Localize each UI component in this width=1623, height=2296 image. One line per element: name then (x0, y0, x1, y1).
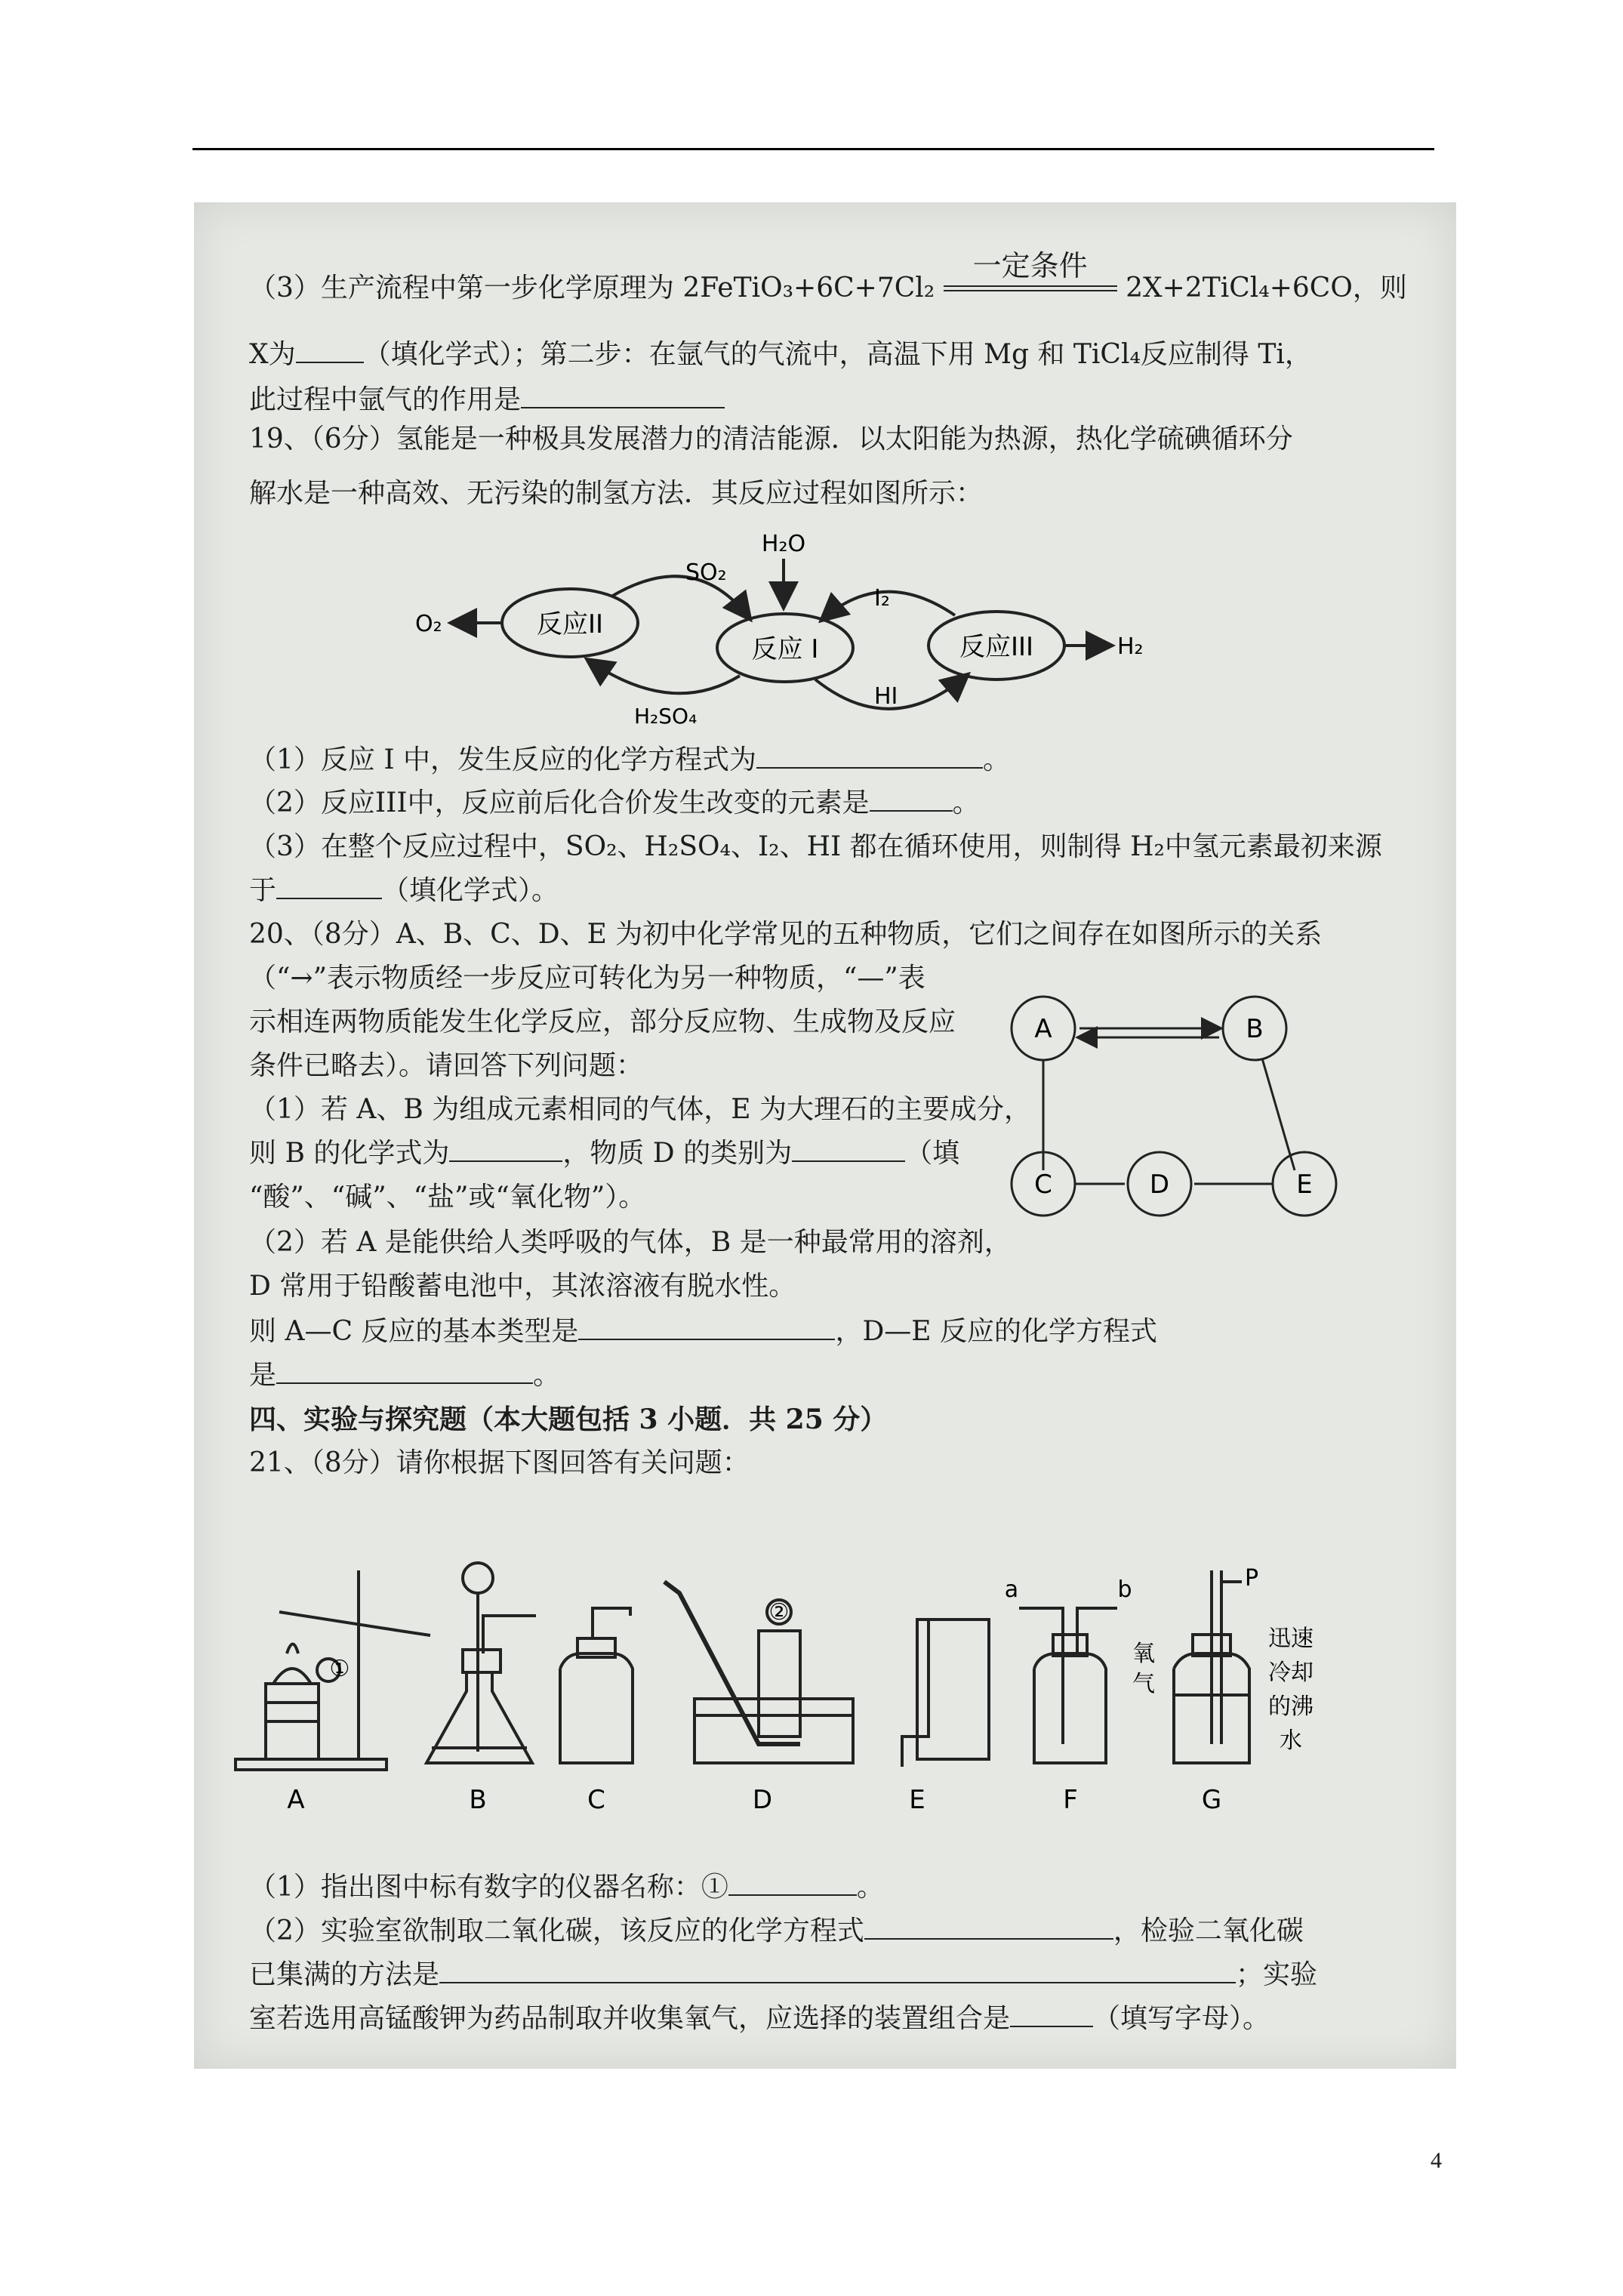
oxygen-label: 气 (1132, 1671, 1155, 1697)
hi-label: HI (874, 683, 898, 710)
answer-blank[interactable] (870, 787, 953, 812)
i2-label: I₂ (874, 585, 890, 612)
q18-line3: 此过程中氩气的作用是 (249, 384, 725, 417)
answer-blank[interactable] (864, 1915, 1113, 1940)
node-a-label: A (1034, 1014, 1052, 1044)
q20-line10: 则 A—C 反应的基本类型是 ，D—E 反应的化学方程式 (249, 1316, 1158, 1347)
apparatus-g-label: G (1201, 1785, 1222, 1815)
q21-sub1: （1）指出图中标有数字的仪器名称：① 。 (249, 1872, 884, 1903)
q20-line4: 条件已略去）。请回答下列问题： (249, 1050, 644, 1081)
q19-intro-line1: 19、（6分）氢能是一种极具发展潜力的清洁能源．以太阳能为热源，热化学硫碘循环分 (249, 424, 1293, 455)
apparatus-e (902, 1620, 989, 1767)
q20-intro: 20、（8分）A、B、C、D、E 为初中化学常见的五种物质，它们之间存在如图所示的关系 (249, 919, 1323, 950)
tube-p-label: P (1244, 1565, 1259, 1592)
answer-blank[interactable] (449, 1138, 562, 1162)
node-c-label: C (1034, 1170, 1052, 1200)
q19-sub1: （1）反应 I 中，发生反应的化学方程式为 。 (249, 744, 1011, 775)
q19-sub3: （3）在整个反应过程中，SO₂、H₂SO₄、I₂、HI 都在循环使用，则制得 H₂中氢元素最初来源 (249, 831, 1382, 862)
answer-blank[interactable] (439, 1959, 1236, 1983)
h2o-label: H₂O (761, 531, 806, 557)
apparatus-c (560, 1608, 633, 1763)
reaction-condition-arrow: 一定条件 (944, 276, 1117, 304)
q19-intro-line2: 解水是一种高效、无污染的制氢方法．其反应过程如图所示： (249, 478, 984, 509)
q21-sub2-line3: 室若选用高锰酸钾为药品制取并收集氧气，应选择的装置组合是 （填写字母）。 (249, 2003, 1270, 2034)
apparatus-a-label: A (287, 1785, 305, 1815)
answer-blank[interactable] (1010, 2003, 1093, 2027)
q18-line2: X为 （填化学式）；第二步：在氩气的气流中，高温下用 Mg 和 TiCl₄反应制得 Ti， (249, 339, 1312, 370)
hydrogen-cycle-diagram (408, 521, 1200, 732)
boiling-water-label: 水 (1280, 1727, 1302, 1754)
q21-sub2: （2）实验室欲制取二氧化碳，该反应的化学方程式 ，检验二氧化碳 (249, 1915, 1304, 1946)
lab-apparatus-figure (226, 1540, 1359, 1827)
reaction-3-label: 反应III (959, 632, 1034, 662)
reaction-1-label: 反应 I (751, 634, 819, 664)
answer-blank[interactable] (756, 744, 983, 769)
answer-blank[interactable] (578, 1316, 835, 1340)
answer-blank[interactable] (276, 1360, 533, 1384)
so2-label: SO₂ (685, 559, 727, 586)
port-b-label: b (1117, 1576, 1132, 1603)
node-e-label: E (1296, 1170, 1313, 1200)
apparatus-b (427, 1563, 536, 1763)
substance-relation-diagram (989, 989, 1366, 1238)
apparatus-e-label: E (909, 1785, 925, 1815)
h2-label: H₂ (1117, 633, 1144, 660)
apparatus-d (664, 1582, 853, 1763)
o2-label: O₂ (415, 611, 442, 637)
q20-line11: 是 。 (249, 1360, 561, 1391)
h2so4-arrow (589, 661, 740, 693)
apparatus-f (1019, 1608, 1117, 1763)
apparatus-b-label: B (469, 1785, 487, 1815)
q20-line7: “酸”、“碱”、“盐”或“氧化物”）。 (249, 1182, 646, 1213)
reaction-2-label: 反应II (536, 609, 604, 639)
q20-line8: （2）若 A 是能供给人类呼吸的气体，B 是一种最常用的溶剂， (249, 1227, 1012, 1258)
q21-intro: 21、（8分）请你根据下图回答有关问题： (249, 1447, 750, 1478)
boiling-water-label: 的沸 (1268, 1693, 1313, 1720)
answer-blank[interactable] (296, 339, 364, 363)
page-number: 4 (1431, 2148, 1442, 2173)
section-4-heading: 四、实验与探究题（本大题包括 3 小题．共 25 分） (249, 1404, 888, 1435)
q20-line2: （“→”表示物质经一步反应可转化为另一种物质，“—”表 (249, 963, 925, 994)
so2-arrow (611, 576, 749, 618)
q20-line3: 示相连两物质能发生化学反应，部分反应物、生成物及反应 (249, 1006, 956, 1037)
answer-blank[interactable] (276, 875, 382, 899)
apparatus-f-label: F (1063, 1785, 1078, 1815)
header-rule (192, 148, 1434, 150)
oxygen-label: 氧 (1132, 1641, 1155, 1667)
apparatus-g (1174, 1570, 1249, 1763)
answer-blank[interactable] (792, 1138, 905, 1162)
answer-blank[interactable] (728, 1872, 857, 1896)
q19-sub3b: 于 （填化学式）。 (249, 875, 559, 906)
q20-line5: （1）若 A、B 为组成元素相同的气体，E 为大理石的主要成分， (249, 1094, 1031, 1125)
node-b-label: B (1246, 1014, 1264, 1044)
node-d-label: D (1149, 1170, 1170, 1200)
answer-blank[interactable] (521, 384, 725, 408)
port-a-label: a (1004, 1576, 1019, 1603)
instrument-mark-2: ② (768, 1599, 790, 1626)
q20-line6: 则 B 的化学式为 ，物质 D 的类别为 （填 (249, 1138, 960, 1169)
instrument-mark-1: ① (329, 1656, 350, 1682)
boiling-water-label: 迅速 (1268, 1626, 1313, 1652)
q20-line9: D 常用于铅酸蓄电池中，其浓溶液有脱水性。 (249, 1271, 796, 1302)
q19-sub2: （2）反应III中，反应前后化合价发生改变的元素是 。 (249, 787, 980, 818)
boiling-water-label: 冷却 (1268, 1660, 1313, 1686)
q21-sub2-line2: 已集满的方法是 ；实验 (249, 1959, 1318, 1990)
q18-line1: （3）生产流程中第一步化学原理为 2FeTiO₃+6C+7Cl₂ 一定条件 2X+2TiCl₄+6CO，则 (249, 249, 1407, 304)
h2so4-label: H₂SO₄ (634, 704, 698, 729)
apparatus-c-label: C (587, 1785, 605, 1815)
apparatus-d-label: D (752, 1785, 773, 1815)
b-e-link (1262, 1059, 1295, 1170)
